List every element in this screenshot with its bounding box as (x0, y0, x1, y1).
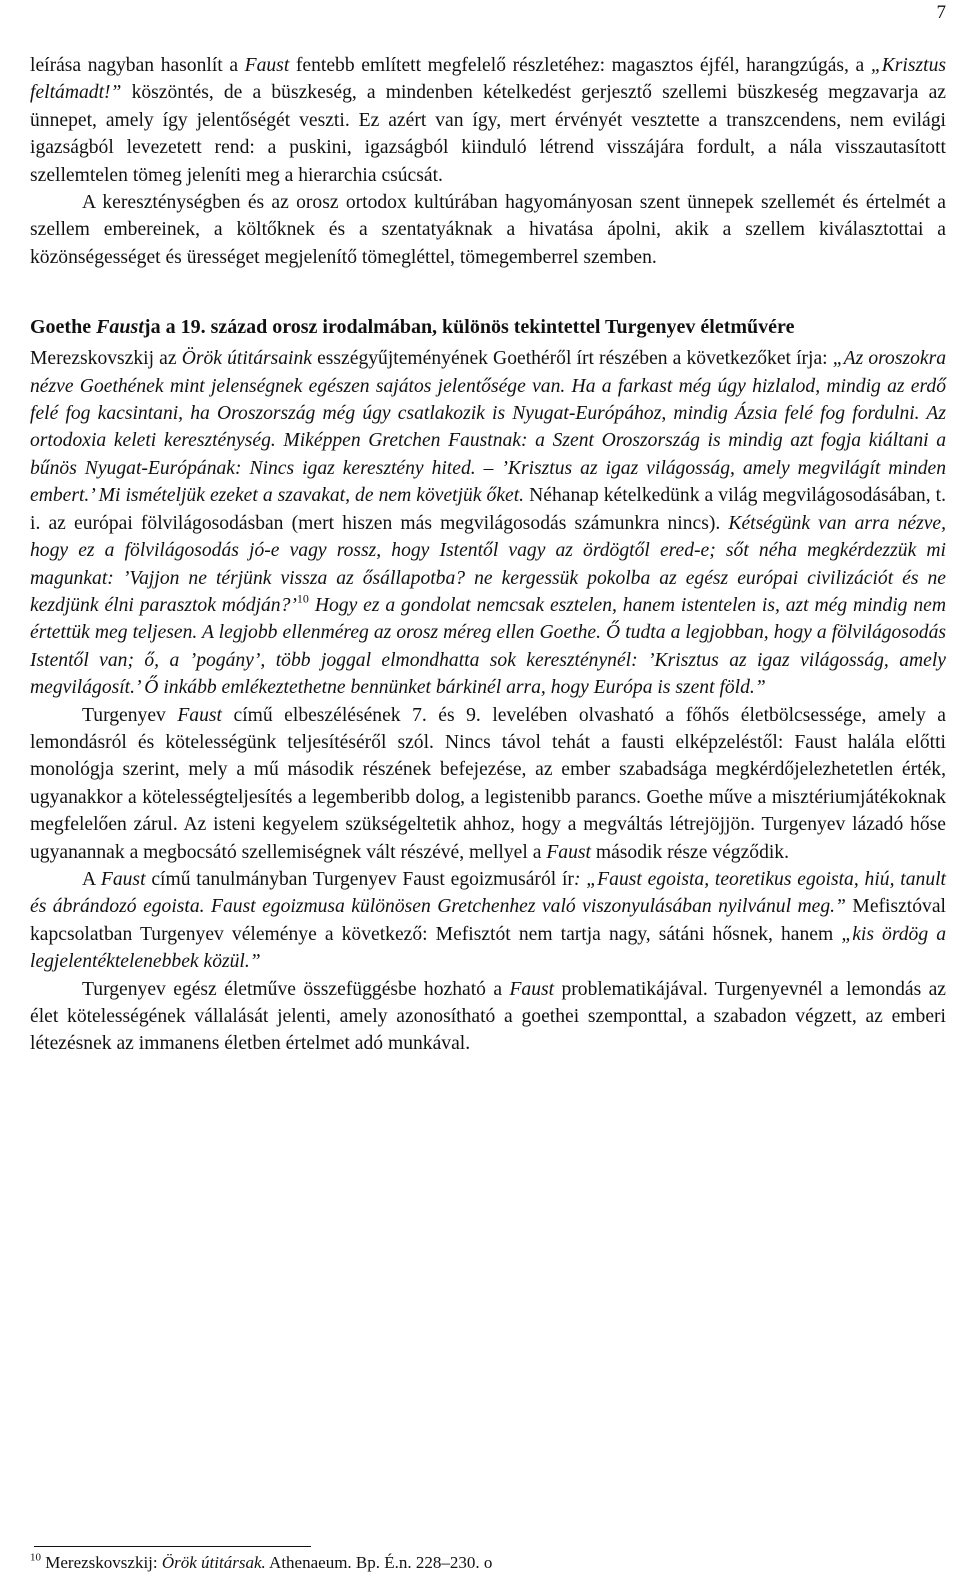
main-section (30, 345, 946, 1058)
paragraph (30, 189, 946, 271)
italic-text: Faust (100, 868, 146, 890)
paragraph (30, 866, 946, 976)
italic-text: Faust (244, 55, 290, 76)
footnote (30, 1552, 946, 1574)
text-run: című elbeszélésének 7. és 9. levelében olvasható a főhős életbölcsessége, amely a lemondásról és kötelességünk teljesítéséről szól. Nincs távol tehát a fausti elképzeléstől: Faust halála előtti monológja szerint, mely a mű második részének befejezése, az ember szabadsága megkérdőjelezhetetlen érték, ugyanakkor a kötelességteljesítés a legemberibb dolog, a legistenibb parancs. Goethe műve a misztériumjátékoknak megfelelően zárul. Az isteni kegyelem szükségeltetik ahhoz, hogy a megváltás létrejöjjön. Turgenyev lázadó hőse ugyanannak a megbocsátó szellemiségnek vált részévé, mellyel a (30, 704, 947, 863)
italic-text: Faust (509, 978, 555, 1000)
italic-text: Örök útitársaink (181, 348, 312, 370)
paragraph (30, 976, 946, 1058)
italic-text: „Krisztus feltámadt!” (30, 55, 946, 104)
text-run: című tanulmányban Turgenyev Faust egoizmusáról ír (145, 868, 574, 890)
text-run: A (82, 868, 101, 890)
text-run: Athenaeum. Bp. É.n. 228–230. o (265, 1553, 493, 1572)
italic-text: Faust (177, 704, 222, 726)
text-run: Merezskovszkij az (30, 348, 182, 370)
paragraph (30, 52, 946, 189)
text-run: Mefisztóval kapcsolatban Turgenyev véleménye a következő: Mefisztót nem tartja nagy, sátáni hősnek, hanem (30, 896, 946, 945)
italic-text: „Az oroszokra nézve Goethének mint jelenségnek egészen sajátos jelentősége van. Ha a farkast még úgy hizlalod, mindig az erdő felé fog kacsintani, ha Oroszország még úgy csatlakozik is Nyugat-Európához, mindig Ázsia felé fog fordulni. Az ortodoxia keleti kereszténység. (30, 348, 947, 452)
text-run: Goethe (30, 316, 97, 339)
section-heading (30, 313, 946, 341)
text-run: Turgenyev egész életműve összefüggésbe hozható a (82, 978, 510, 1000)
footnote-ref: 10 (296, 591, 309, 606)
italic-text: Örök útitársak. (161, 1553, 266, 1572)
italic-text: Faust (546, 841, 591, 863)
text-run: Turgenyev (82, 704, 178, 726)
footnote-divider (34, 1546, 311, 1547)
text-run: Néhanap kételkedünk a világ megvilágosodásában, t. i. az európai fölvilágosodásban (mert hiszen más megvilágosodás számunkra nincs). (30, 485, 946, 534)
text-run: A kereszténységben és az orosz ortodox kultúrában hagyományosan szent ünnepek szellemét és értelmét a szellem embereinek, a költőknek és a szentatyáknak a hivatása ápolni, akik a szellem kiválasztottai a közönségességet és ürességet megjelenítő tömegléttel, tömegemberrel szemben. (30, 192, 946, 268)
intro-section (30, 52, 946, 271)
text-run: leírása nagyban hasonlít a (30, 55, 245, 76)
text-run: Merezskovszkij: (41, 1553, 162, 1572)
footnote-ref: 10 (30, 1551, 41, 1564)
text-run: problematikájával. Turgenyevnél a lemondás az élet kötelességének vállalását jelenti, amely azonosítható a goethei szemponttal, a szabadon végzett, az emberi létezésnek az immanens életben értelmet adó munkával. (30, 978, 947, 1055)
text-run: ja a 19. század orosz irodalmában, különös tekintettel Turgenyev életművére (143, 316, 795, 339)
italic-text: : „Faust egoista, teoretikus egoista, hiú, tanult és ábrándozó egoista. Faust egoizmusa különösen Gretchenhez való viszonyulásában nyilvánul meg.” (30, 868, 946, 918)
text-run: második része végződik. (590, 841, 790, 863)
italic-text: Faust (96, 316, 144, 339)
page-body (30, 52, 946, 1058)
page-number: 7 (936, 2, 946, 23)
text-run: esszégyűjteményének Goethéről írt részében a következőket írja: (311, 348, 833, 370)
text-run: köszöntés, de a büszkeség, a mindenben kételkedést gerjesztő szellemi büszkeség megzavarja az ünnepet, amely így jelentőségét veszti. Ez azért van így, mert érvényét vesztette a transzcendens, nem evilági igazságból levezetett rend: a puskini, igazságból kiinduló létrend visszájára fordult, a nála visszautasított szellemtelen tömeg jeleníti meg a hierarchia csúcsát. (30, 82, 946, 186)
italic-text: „kis ördög a legjelentéktelenebbek közül.” (30, 923, 947, 973)
italic-text: Kétségünk van arra nézve, hogy ez a fölvilágosodás jó-e vagy rossz, hogy Istentől vagy az ördögtől ered-e; sőt néha megkérdezzük mi magunkat: ’Vajjon ne térjünk vissza az ősállapotba? ne kergessük pokolba az egész európai civilizációt és ne kezdjünk élni parasztok módján?’ (30, 512, 947, 616)
paragraph (30, 702, 946, 866)
text-run: fentebb említett megfelelő részletéhez: magasztos éjfél, harangzúgás, a (289, 55, 871, 76)
paragraph (30, 345, 946, 701)
italic-text: Miképpen Gretchen Faustnak: a Szent Oroszország is mindig azt fogja kiáltani a bűnös Nyugat-Európának: Nincs igaz keresztény hited. – ’Krisztus az igaz világosság, amely megvilágít minden embert.’ Mi ismételjük ezeket a szavakat, de nem követjük őket. (30, 430, 946, 507)
italic-text: Hogy ez a gondolat nemcsak esztelen, hanem istentelen is, azt még mindig nem értettük meg teljesen. A legjobb ellenméreg az orosz méreg ellen Goethe. Ő tudta a legjobban, hogy a fölvilágosodás Istentől van; ő, a ’pogány’, több joggal elmondhatta sok kereszténynél: ’Krisztus az igaz világosság, amely megvilágosít.’ Ő inkább emlékeztethetne bennünket bárkinél arra, hogy Európa is szent föld.” (30, 594, 947, 699)
